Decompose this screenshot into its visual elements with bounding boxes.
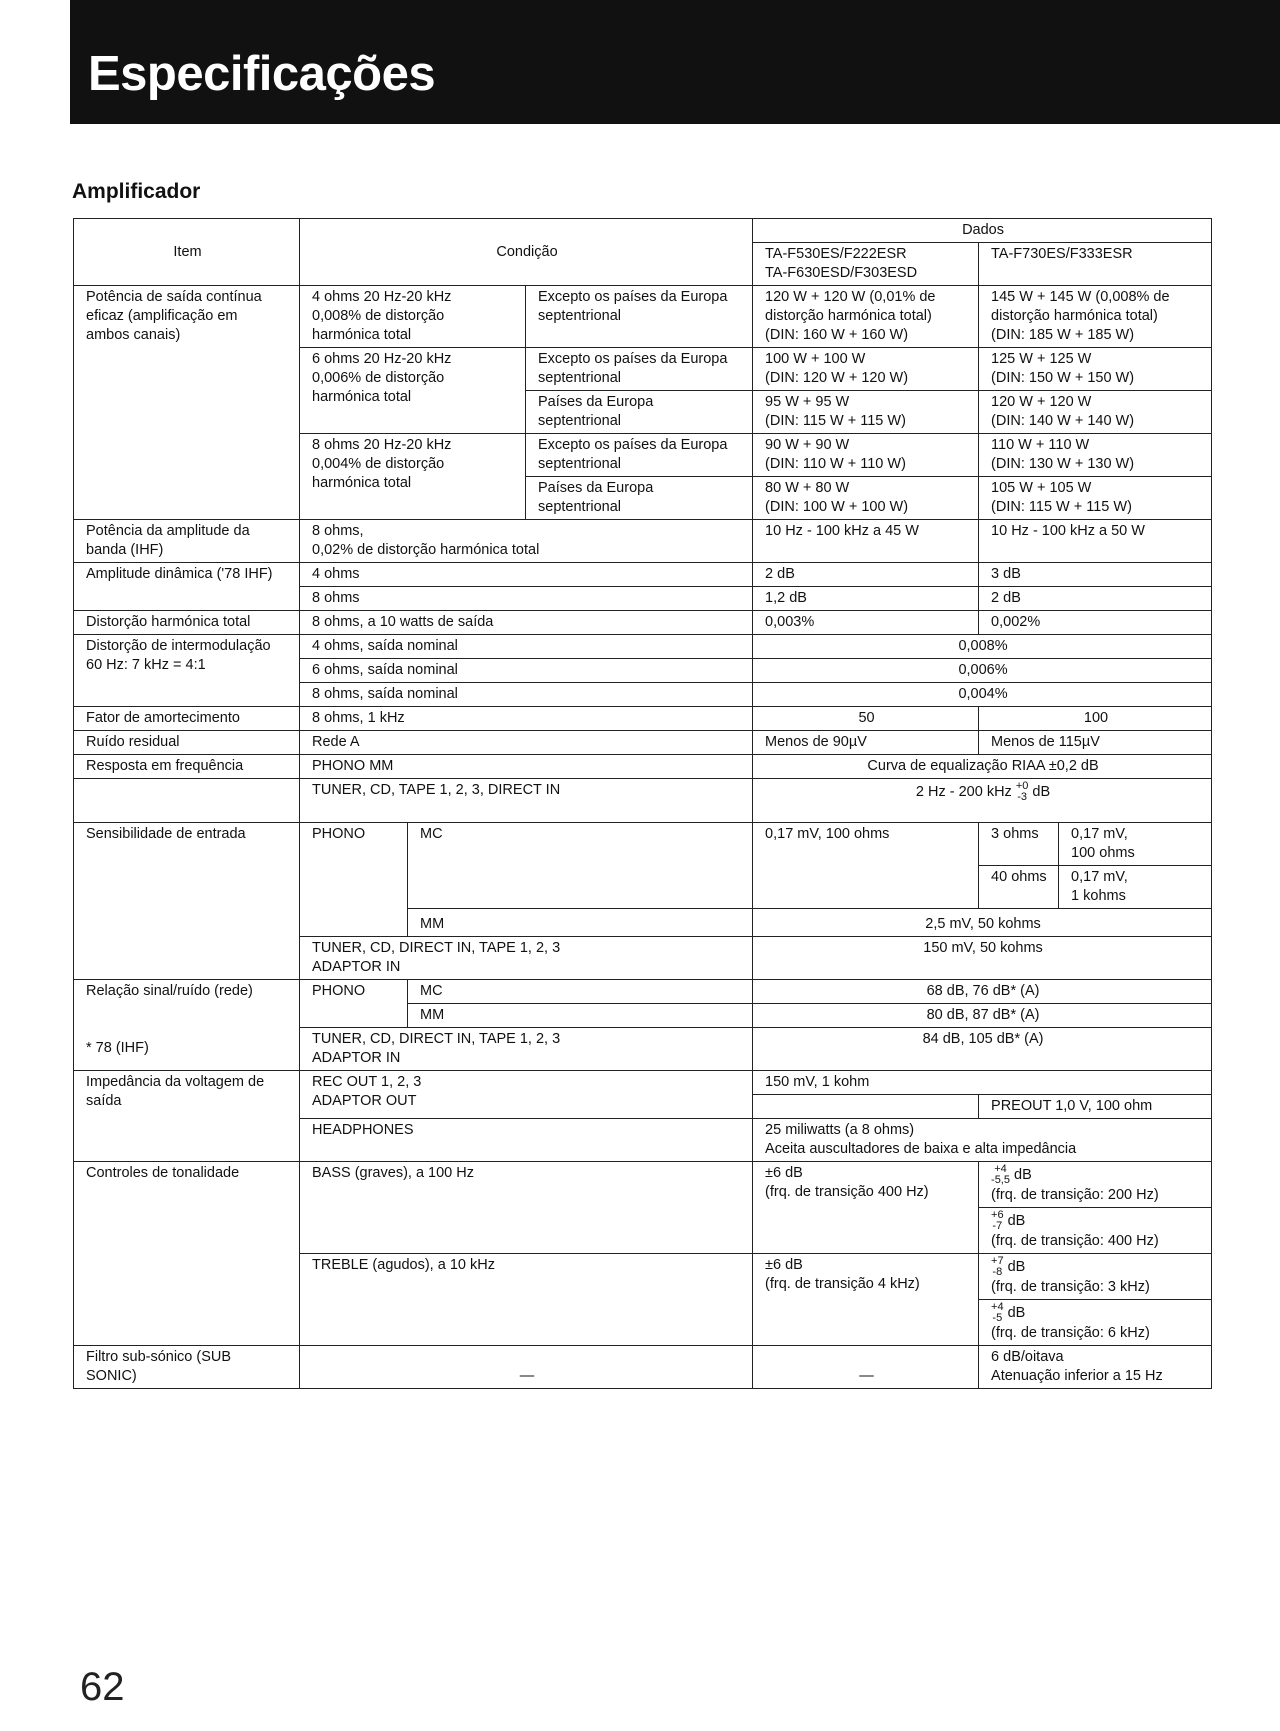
row-item: Relação sinal/ruído (rede) [74,980,300,1004]
data-cell: Menos de 115µV [979,731,1212,755]
tolerance-minus: -5 [992,1312,1003,1324]
transition-freq: (frq. de transição: 400 Hz) [991,1233,1159,1249]
row-item: Ruído residual [74,731,300,755]
data-cell: 80 dB, 87 dB* (A) [753,1004,1212,1028]
table-row [74,823,1212,866]
unit: dB [1007,1258,1026,1275]
table-row [74,520,1212,563]
data-cell: 105 W + 105 W (DIN: 115 W + 115 W) [979,477,1212,520]
table-row [74,611,1212,635]
cond-cell: 4 ohms [300,563,753,587]
tolerance-minus: -3 [1017,791,1027,803]
cond-cell: — [300,1346,753,1389]
data-cell: Curva de equalização RIAA ±0,2 dB [753,755,1212,779]
table-row [74,980,1212,1004]
table-row [74,563,1212,587]
table-row [74,1346,1212,1389]
cond-cell: Rede A [300,731,753,755]
cond-cell: PHONO [300,823,408,937]
tolerance-stack [991,1210,1004,1232]
table-row [74,1162,1212,1208]
row-item: Distorção harmónica total [74,611,300,635]
data-cell: 90 W + 90 W (DIN: 110 W + 110 W) [753,434,979,477]
cond-cell: 8 ohms, 1 kHz [300,707,753,731]
cond-cell: MC [408,823,753,909]
row-item: Amplitude dinâmica ('78 IHF) [74,563,300,611]
row-item: Controles de tonalidade [74,1162,300,1346]
table-row [74,755,1212,779]
cond-cell: PHONO MM [300,755,753,779]
cond-cell: 8 ohms, a 10 watts de saída [300,611,753,635]
data-cell: 100 [979,707,1212,731]
tolerance-stack [991,1256,1004,1278]
cond-cell: 8 ohms [300,587,753,611]
unit: dB [1007,1304,1026,1321]
cond-cell: HEADPHONES [300,1119,753,1162]
row-item: Potência de saída contínua eficaz (amplificação em ambos canais) [74,286,300,520]
data-cell: 0,17 mV, 100 ohms [1059,823,1212,866]
tolerance-minus: -5,5 [991,1174,1010,1186]
cond-cell: REC OUT 1, 2, 3 ADAPTOR OUT [300,1071,753,1119]
cond-cell: 6 ohms, saída nominal [300,659,753,683]
data-cell: Menos de 90µV [753,731,979,755]
unit: dB [1007,1212,1026,1229]
cond-cell: 8 ohms, saída nominal [300,683,753,707]
freq-range: 2 Hz - 200 kHz [915,783,1012,800]
cond-cell: TUNER, CD, TAPE 1, 2, 3, DIRECT IN [300,779,753,823]
data-cell: — [753,1346,979,1389]
row-item: Resposta em frequência [74,755,300,779]
cond-cell: PHONO [300,980,408,1028]
header-item: Item [74,219,300,286]
data-cell: PREOUT 1,0 V, 100 ohm [979,1095,1212,1119]
cond-cell: MM [408,1004,753,1028]
tolerance-plus: +4 [991,1301,1004,1313]
tolerance-plus: +0 [1015,780,1029,792]
transition-freq: (frq. de transição: 6 kHz) [991,1325,1150,1341]
data-cell: 2 dB [753,563,979,587]
row-item: Sensibilidade de entrada [74,823,300,980]
header-condicao: Condição [300,219,753,286]
cond-cell: Excepto os países da Europa septentrional [526,286,753,348]
data-cell: 150 mV, 1 kohm [753,1071,1212,1095]
table-row [74,1071,1212,1095]
row-item-empty [74,779,300,823]
cond-cell: 4 ohms, saída nominal [300,635,753,659]
data-cell [979,1208,1212,1254]
row-item: Fator de amortecimento [74,707,300,731]
data-cell [979,1162,1212,1208]
row-item: Filtro sub-sónico (SUB SONIC) [74,1346,300,1389]
header-model-a: TA-F530ES/F222ESR TA-F630ESD/F303ESD [753,243,979,286]
page-number: 62 [80,1665,125,1709]
data-cell: 25 miliwatts (a 8 ohms) Aceita auscultadores de baixa e alta impedância [753,1119,1212,1162]
header-model-b: TA-F730ES/F333ESR [979,243,1212,286]
tolerance-minus: -7 [992,1220,1003,1232]
table-header-row [74,219,1212,243]
transition-freq: (frq. de transição: 3 kHz) [991,1279,1150,1295]
cond-cell: 4 ohms 20 Hz-20 kHz 0,008% de distorção harmónica total [300,286,526,348]
tolerance-plus: +7 [991,1255,1004,1267]
row-item: Impedância da voltagem de saída [74,1071,300,1162]
row-item: Potência da amplitude da banda (IHF) [74,520,300,563]
data-cell: 10 Hz - 100 kHz a 45 W [753,520,979,563]
row-item: Distorção de intermodulação 60 Hz: 7 kHz = 4:1 [74,635,300,707]
data-cell: 50 [753,707,979,731]
table-row [74,731,1212,755]
data-cell: 0,004% [753,683,1212,707]
cond-cell: TUNER, CD, DIRECT IN, TAPE 1, 2, 3 ADAPTOR IN [300,937,753,980]
data-cell: 3 ohms [979,823,1059,866]
data-cell: 6 dB/oitava Atenuação inferior a 15 Hz [979,1346,1212,1389]
page-title: Especificações [88,47,436,101]
tolerance-stack [991,1302,1004,1324]
data-cell: 145 W + 145 W (0,008% de distorção harmónica total) (DIN: 185 W + 185 W) [979,286,1212,348]
cond-cell: MC [408,980,753,1004]
cond-cell: BASS (graves), a 100 Hz [300,1162,753,1254]
table-row [74,779,1212,823]
data-cell: 40 ohms [979,866,1059,909]
cond-cell: 8 ohms, 0,02% de distorção harmónica total [300,520,753,563]
transition-freq: (frq. de transição: 200 Hz) [991,1187,1159,1203]
data-cell: 120 W + 120 W (0,01% de distorção harmónica total) (DIN: 160 W + 160 W) [753,286,979,348]
data-cell: 80 W + 80 W (DIN: 100 W + 100 W) [753,477,979,520]
tolerance-plus: +4 [994,1163,1007,1175]
data-cell: 2,5 mV, 50 kohms [753,909,1212,937]
tolerance-minus: -8 [992,1266,1003,1278]
data-cell-empty [753,1095,979,1119]
table-row [74,1004,1212,1028]
cond-cell: TREBLE (agudos), a 10 kHz [300,1254,753,1346]
data-cell: 0,17 mV, 1 kohms [1059,866,1212,909]
data-cell: 150 mV, 50 kohms [753,937,1212,980]
data-cell: 0,006% [753,659,1212,683]
cond-cell: Excepto os países da Europa septentrional [526,434,753,477]
data-cell: 100 W + 100 W (DIN: 120 W + 120 W) [753,348,979,391]
page-header [70,0,1280,124]
cond-cell: TUNER, CD, DIRECT IN, TAPE 1, 2, 3 ADAPTOR IN [300,1028,753,1071]
data-cell [753,779,1212,823]
tolerance-stack [991,1164,1010,1186]
tolerance-stack [1016,781,1029,803]
data-cell: 0,17 mV, 100 ohms [753,823,979,909]
data-cell: 2 dB [979,587,1212,611]
unit: dB [1014,1166,1032,1183]
data-cell: 0,003% [753,611,979,635]
data-cell [979,1300,1212,1346]
data-cell: ±6 dB (frq. de transição 400 Hz) [753,1162,979,1254]
spec-table [73,218,1212,1389]
table-row [74,1028,1212,1071]
cond-cell: Países da Europa septentrional [526,477,753,520]
data-cell: 68 dB, 76 dB* (A) [753,980,1212,1004]
cond-cell: 6 ohms 20 Hz-20 kHz 0,006% de distorção harmónica total [300,348,526,434]
cond-cell: Países da Europa septentrional [526,391,753,434]
table-row [74,707,1212,731]
cond-cell: Excepto os países da Europa septentrional [526,348,753,391]
tolerance-plus: +6 [991,1209,1004,1221]
data-cell: 84 dB, 105 dB* (A) [753,1028,1212,1071]
data-cell: 0,008% [753,635,1212,659]
data-cell: ±6 dB (frq. de transição 4 kHz) [753,1254,979,1346]
row-item-empty [74,1004,300,1028]
data-cell: 3 dB [979,563,1212,587]
data-cell: 110 W + 110 W (DIN: 130 W + 130 W) [979,434,1212,477]
section-title: Amplificador [72,180,201,203]
table-row [74,286,1212,348]
unit: dB [1032,783,1051,800]
cond-cell: 8 ohms 20 Hz-20 kHz 0,004% de distorção harmónica total [300,434,526,520]
data-cell: 125 W + 125 W (DIN: 150 W + 150 W) [979,348,1212,391]
data-cell: 120 W + 120 W (DIN: 140 W + 140 W) [979,391,1212,434]
data-cell [979,1254,1212,1300]
header-dados: Dados [753,219,1212,243]
table-row [74,635,1212,659]
cond-cell: MM [408,909,753,937]
data-cell: 1,2 dB [753,587,979,611]
data-cell: 95 W + 95 W (DIN: 115 W + 115 W) [753,391,979,434]
data-cell: 0,002% [979,611,1212,635]
footnote-ihf: * 78 (IHF) [74,1028,300,1071]
data-cell: 10 Hz - 100 kHz a 50 W [979,520,1212,563]
